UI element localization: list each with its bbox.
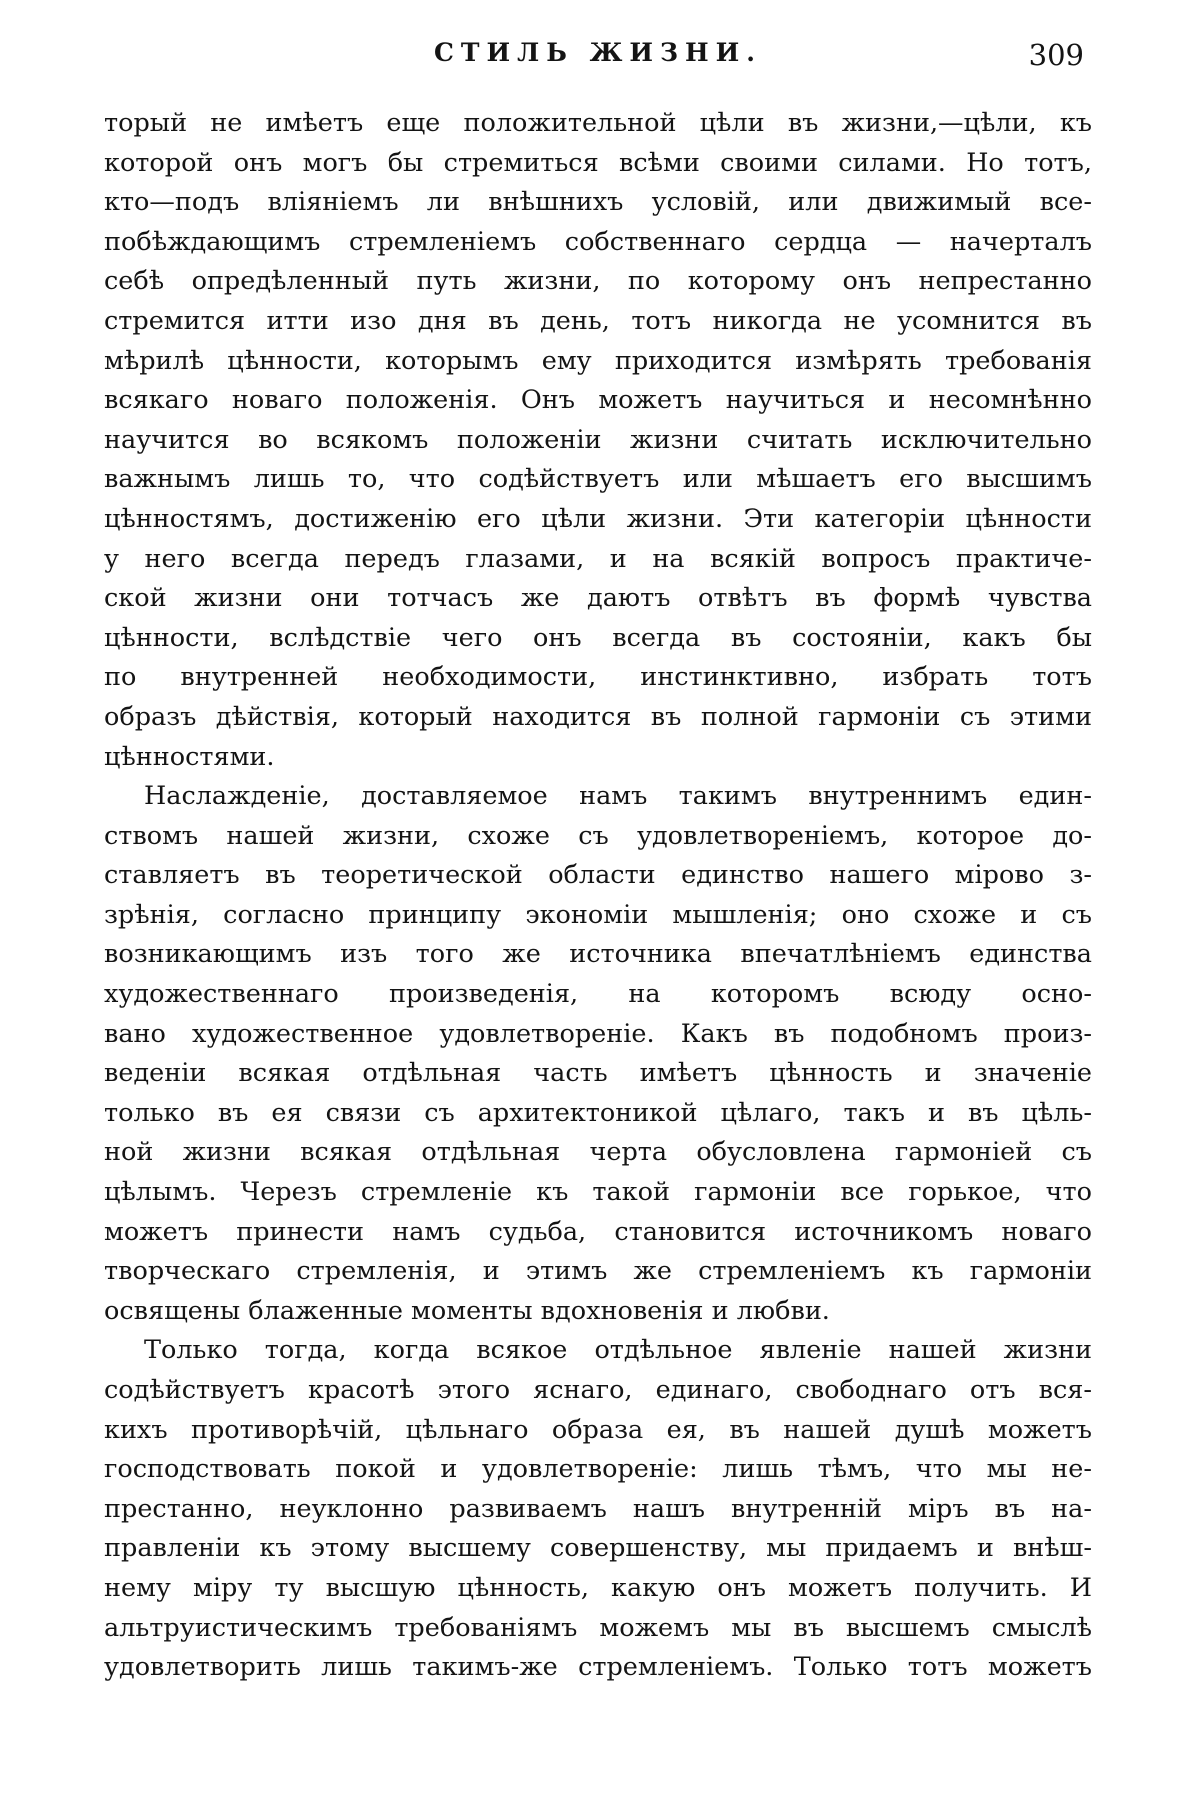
- text-line: всякаго новаго положенія. Онъ можетъ научиться и несомнѣнно: [104, 385, 1092, 416]
- text-line: у него всегда передъ глазами, и на всякій вопросъ практиче-: [104, 543, 1092, 574]
- text-line: освящены блаженные моменты вдохновенія и любви.: [104, 1295, 830, 1326]
- text-line: торый не имѣетъ еще положительной цѣли въ жизни,—цѣли, къ: [104, 108, 1092, 138]
- text-line: кихъ противорѣчій, цѣльнаго образа ея, въ нашей душѣ можетъ: [104, 1414, 1092, 1445]
- text-line: вано художественное удовлетвореніе. Какъ въ подобномъ произ-: [104, 1018, 1092, 1049]
- text-line: научится во всякомъ положеніи жизни считать исключительно: [104, 424, 1092, 455]
- text-line: альтруистическимъ требованіямъ можемъ мы въ высшемъ смыслѣ: [104, 1612, 1092, 1643]
- text-line: ской жизни они тотчасъ же даютъ отвѣтъ въ формѣ чувства: [104, 583, 1092, 614]
- text-line: образъ дѣйствія, который находится въ полной гармоніи съ этими: [104, 701, 1092, 732]
- text-line: цѣнностями.: [104, 741, 275, 772]
- text-line: себѣ опредѣленный путь жизни, по которому онъ непрестанно: [104, 266, 1092, 297]
- text-line: цѣнностямъ, достиженію его цѣли жизни. Эти категоріи цѣнности: [104, 503, 1092, 534]
- text-line: ной жизни всякая отдѣльная черта обусловлена гармоніей съ: [104, 1137, 1092, 1168]
- text-line: важнымъ лишь то, что содѣйствуетъ или мѣшаетъ его высшимъ: [104, 464, 1092, 495]
- text-line: цѣнности, вслѣдствіе чего онъ всегда въ состояніи, какъ бы: [104, 622, 1092, 653]
- text-line: ствомъ нашей жизни, схоже съ удовлетвореніемъ, которое до-: [104, 820, 1092, 851]
- text-line: веденіи всякая отдѣльная часть имѣетъ цѣнность и значеніе: [104, 1058, 1092, 1089]
- text-line: стремится итти изо дня въ день, тотъ никогда не усомнится въ: [104, 305, 1092, 336]
- text-line: побѣждающимъ стремленіемъ собственнаго сердца — начерталъ: [104, 226, 1092, 257]
- text-line: содѣйствуетъ красотѣ этого яснаго, единаго, свободнаго отъ вся-: [104, 1375, 1092, 1405]
- text-line: господствовать покой и удовлетвореніе: лишь тѣмъ, что мы не-: [104, 1454, 1092, 1485]
- text-line: правленіи къ этому высшему совершенству, мы придаемъ и внѣш-: [104, 1533, 1092, 1564]
- text-line: которой онъ могъ бы стремиться всѣми своими силами. Но тотъ,: [104, 147, 1092, 178]
- text-line: ставляетъ въ теоретической области единство нашего мірово з-: [104, 860, 1092, 891]
- text-line: мѣрилѣ цѣнности, которымъ ему приходится измѣрять требованія: [104, 345, 1092, 376]
- page-header: [104, 38, 1092, 78]
- text-line: можетъ принести намъ судьба, становится источникомъ новаго: [104, 1216, 1092, 1247]
- page-number: 309: [1028, 38, 1084, 72]
- paragraph-first-line: Только тогда, когда всякое отдѣльное явленіе нашей жизни: [144, 1335, 1092, 1366]
- text-line: цѣлымъ. Черезъ стремленіе къ такой гармоніи все горькое, что: [104, 1177, 1092, 1208]
- text-line: художественнаго произведенія, на которомъ всюду осно-: [104, 979, 1092, 1010]
- body-text: [104, 104, 1092, 1688]
- text-line: кто—подъ вліяніемъ ли внѣшнихъ условій, или движимый все-: [104, 187, 1092, 218]
- text-line: престанно, неуклонно развиваемъ нашъ внутренній міръ въ на-: [104, 1493, 1092, 1524]
- text-line: только въ ея связи съ архитектоникой цѣлаго, такъ и въ цѣль-: [104, 1097, 1092, 1128]
- text-line: удовлетворить лишь такимъ-же стремленіемъ. Только тотъ можетъ: [104, 1652, 1092, 1683]
- paragraph-first-line: Наслажденіе, доставляемое намъ такимъ внутреннимъ един-: [144, 781, 1092, 812]
- text-line: творческаго стремленія, и этимъ же стремленіемъ къ гармоніи: [104, 1256, 1092, 1287]
- text-line: нему міру ту высшую цѣнность, какую онъ можетъ получить. И: [104, 1572, 1092, 1603]
- text-line: зрѣнія, согласно принципу экономіи мышленія; оно схоже и съ: [104, 899, 1092, 930]
- running-title: СТИЛЬ ЖИЗНИ.: [434, 38, 762, 67]
- text-line: возникающимъ изъ того же источника впечатлѣніемъ единства: [104, 939, 1092, 970]
- text-line: по внутренней необходимости, инстинктивно, избрать тотъ: [104, 662, 1092, 693]
